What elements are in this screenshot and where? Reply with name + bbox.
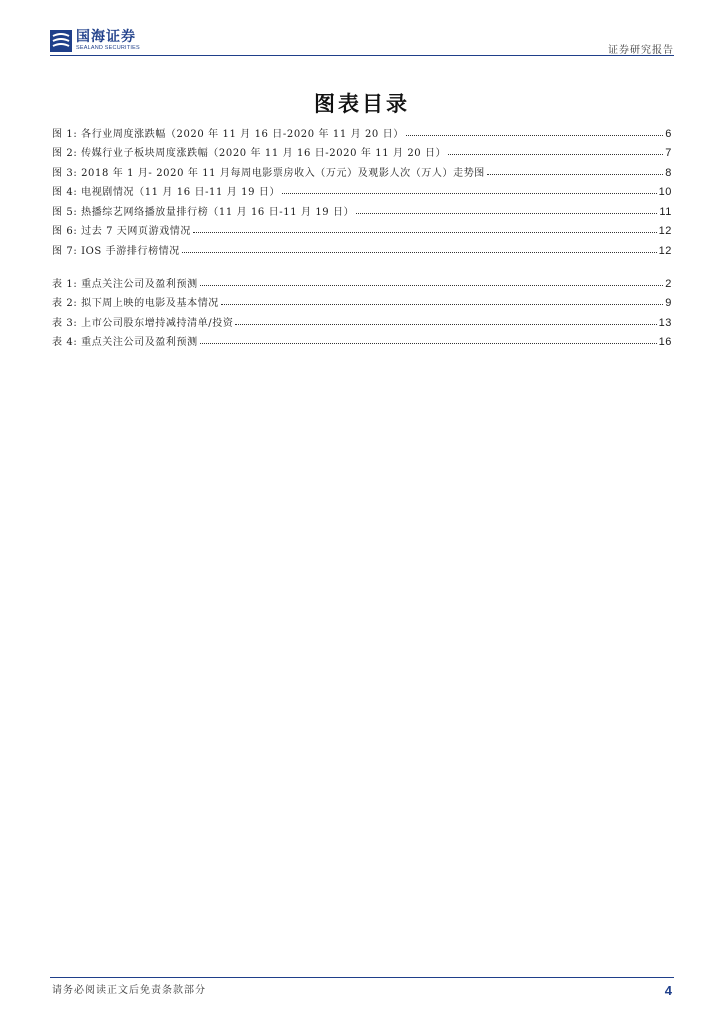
dot-leader <box>487 174 663 175</box>
toc-page-number: 2 <box>665 277 672 290</box>
toc-entry-label: 图 5: 热播综艺网络播放量排行榜（11 月 16 日-11 月 19 日） <box>52 206 355 218</box>
figure-toc-entry[interactable] <box>52 179 672 199</box>
toc-entry-label: 图 1: 各行业周度涨跌幅（2020 年 11 月 16 日-2020 年 11 月 20 日） <box>52 128 404 140</box>
toc-page-number: 9 <box>665 297 672 309</box>
figure-list <box>52 120 672 257</box>
table-list <box>52 270 672 348</box>
footer-divider <box>50 977 674 978</box>
figure-toc-entry[interactable] <box>52 218 672 238</box>
toc-entry-label: 表 4: 重点关注公司及盈利预测 <box>52 337 198 348</box>
disclaimer-note: 请务必阅读正文后免责条款部分 <box>52 985 206 996</box>
dot-leader <box>282 193 657 194</box>
toc-page-number: 13 <box>658 316 672 329</box>
toc-entry-label: 图 7: IOS 手游排行榜情况 <box>52 245 180 257</box>
figure-toc-entry[interactable] <box>52 140 672 160</box>
toc-entry-label: 表 3: 上市公司股东增持减持清单/投资 <box>52 317 234 329</box>
dot-leader <box>448 154 663 155</box>
toc-entry-label: 表 2: 拟下周上映的电影及基本情况 <box>52 298 219 309</box>
figure-toc-entry[interactable] <box>52 159 672 179</box>
toc-page-number: 12 <box>658 225 672 237</box>
toc-page-number: 6 <box>665 127 672 140</box>
toc-entry-label: 图 2: 传媒行业子板块周度涨跌幅（2020 年 11 月 16 日-2020 年 11 月 20 日） <box>52 148 447 159</box>
figure-toc-entry[interactable] <box>52 237 672 257</box>
toc-entry-label: 图 6: 过去 7 天网页游戏情况 <box>52 226 192 237</box>
sealand-logo-icon <box>50 30 72 52</box>
logo-chinese-name: 国海证券 <box>76 29 136 45</box>
dot-leader <box>406 135 663 136</box>
toc-page-number: 12 <box>658 244 672 257</box>
page-number: 4 <box>664 983 672 998</box>
table-toc-entry[interactable] <box>52 329 672 349</box>
toc-page-number: 11 <box>659 205 672 218</box>
toc-entry-label: 图 4: 电视剧情况（11 月 16 日-11 月 19 日） <box>52 187 281 198</box>
logo-english-name: SEALAND SECURITIES <box>76 45 140 51</box>
dot-leader <box>193 232 657 233</box>
figure-toc-entry[interactable] <box>52 120 672 140</box>
table-toc-entry[interactable] <box>52 290 672 310</box>
dot-leader <box>221 304 663 305</box>
dot-leader <box>182 252 657 253</box>
dot-leader <box>235 324 656 325</box>
toc-page-number: 7 <box>665 147 672 159</box>
toc-page-number: 10 <box>658 186 672 198</box>
toc-page-number: 16 <box>658 336 672 348</box>
report-type-label: 证券研究报告 <box>608 45 674 56</box>
dot-leader <box>200 343 657 344</box>
dot-leader <box>356 213 657 214</box>
toc-page-number: 8 <box>665 166 672 179</box>
dot-leader <box>200 285 664 286</box>
toc-entry-label: 表 1: 重点关注公司及盈利预测 <box>52 278 198 290</box>
header-divider <box>50 55 674 56</box>
figure-toc-entry[interactable] <box>52 198 672 218</box>
toc-entry-label: 图 3: 2018 年 1 月- 2020 年 11 月每周电影票房收入（万元）及观影人次（万人）走势图 <box>52 167 485 179</box>
page-title: 图表目录 <box>314 91 410 116</box>
table-toc-entry[interactable] <box>52 309 672 329</box>
company-logo <box>50 30 140 52</box>
table-toc-entry[interactable] <box>52 270 672 290</box>
